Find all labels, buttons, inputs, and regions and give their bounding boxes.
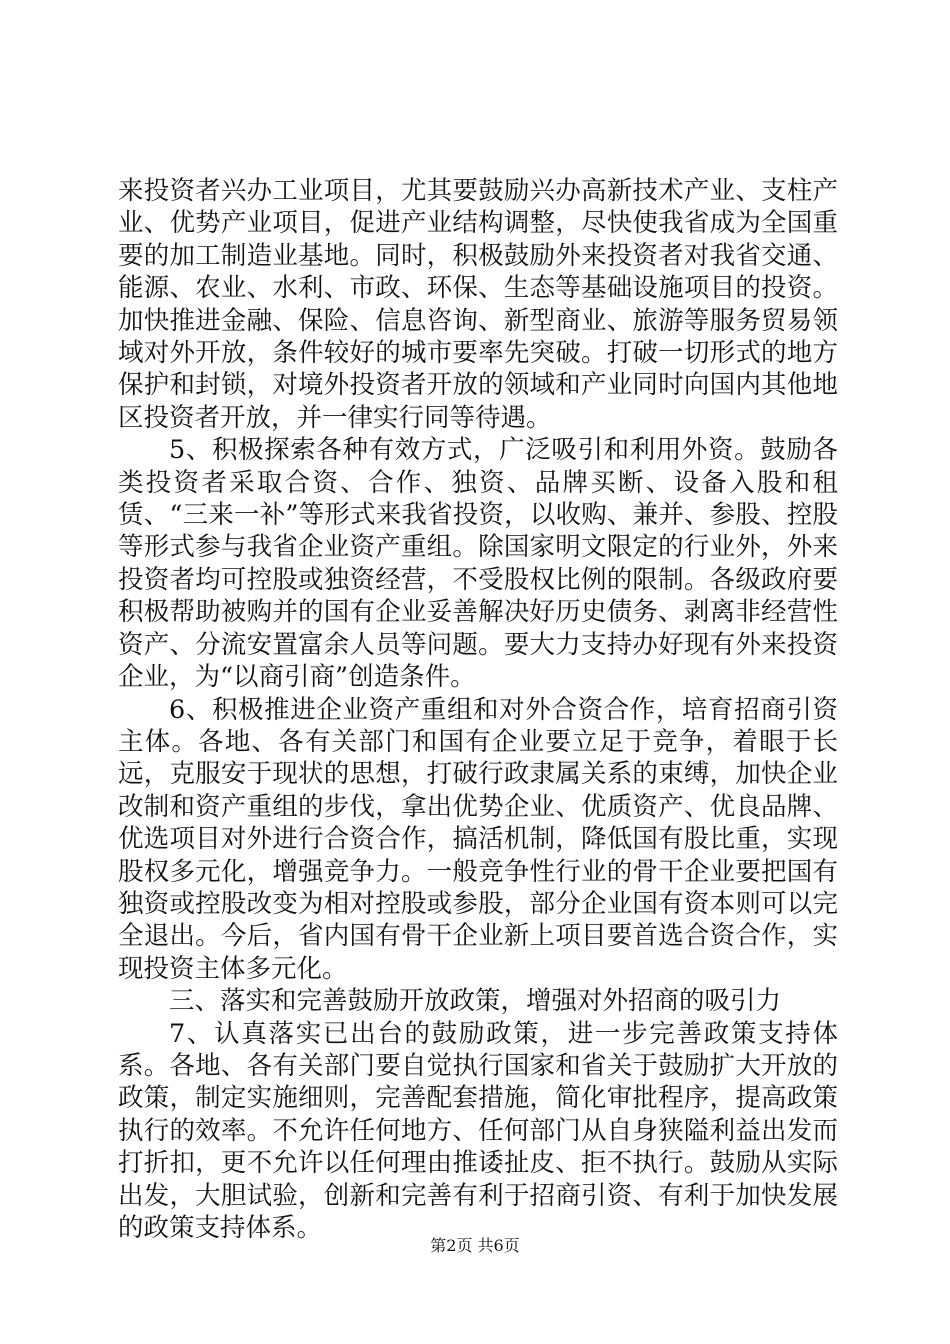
paragraph-item-7: 7、认真落实已出台的鼓励政策，进一步完善政策支持体系。各地、各有关部门要自觉执行国家和省关于鼓励扩大开放的政策，制定实施细则，完善配套措施，简化审批程序，提高政策执行的效率。不允许任何地方、任何部门从自身狭隘利益出发而打折扣，更不允许以任何理由推诿扯皮、拒不执行。鼓励从实际出发，大胆试验，创新和完善有利于招商引资、有利于加快发展的政策支持体系。 [118, 1018, 838, 1243]
document-body [118, 175, 838, 1244]
paragraph-item-5: 5、积极探索各种有效方式，广泛吸引和利用外资。鼓励各类投资者采取合资、合作、独资、品牌买断、设备入股和租赁、“三来一补”等形式来我省投资，以收购、兼并、参股、控股等形式参与我省企业资产重组。除国家明文限定的行业外，外来投资者均可控股或独资经营，不受股权比例的限制。各级政府要积极帮助被购并的国有企业妥善解决好历史债务、剥离非经营性资产、分流安置富余人员等问题。要大力支持办好现有外来投资企业，为“以商引商”创造条件。 [118, 435, 838, 693]
page-number-footer: 第2页 共6页 [430, 1236, 520, 1255]
paragraph-item-6: 6、积极推进企业资产重组和对外合资合作，培育招商引资主体。各地、各有关部门和国有企业要立足于竞争，着眼于长远，克服安于现状的思想，打破行政隶属关系的束缚，加快企业改制和资产重组的步伐，拿出优势企业、优质资产、优良品牌、优选项目对外进行合资合作，搞活机制，降低国有股比重，实现股权多元化，增强竞争力。一般竞争性行业的骨干企业要把国有独资或控股改变为相对控股或参股，部分企业国有资本则可以完全退出。今后，省内国有骨干企业新上项目要首选合资合作，实现投资主体多元化。 [118, 694, 838, 984]
paragraph-continuation: 来投资者兴办工业项目，尤其要鼓励兴办高新技术产业、支柱产业、优势产业项目，促进产业结构调整，尽快使我省成为全国重要的加工制造业基地。同时，积极鼓励外来投资者对我省交通、能源、农业、水利、市政、环保、生态等基础设施项目的投资。加快推进金融、保险、信息咨询、新型商业、旅游等服务贸易领域对外开放，条件较好的城市要率先突破。打破一切形式的地方保护和封锁，对境外投资者开放的领域和产业同时向国内其他地区投资者开放，并一律实行同等待遇。 [118, 176, 838, 433]
section-heading-3: 三、落实和完善鼓励开放政策，增强对外招商的吸引力 [169, 986, 782, 1017]
